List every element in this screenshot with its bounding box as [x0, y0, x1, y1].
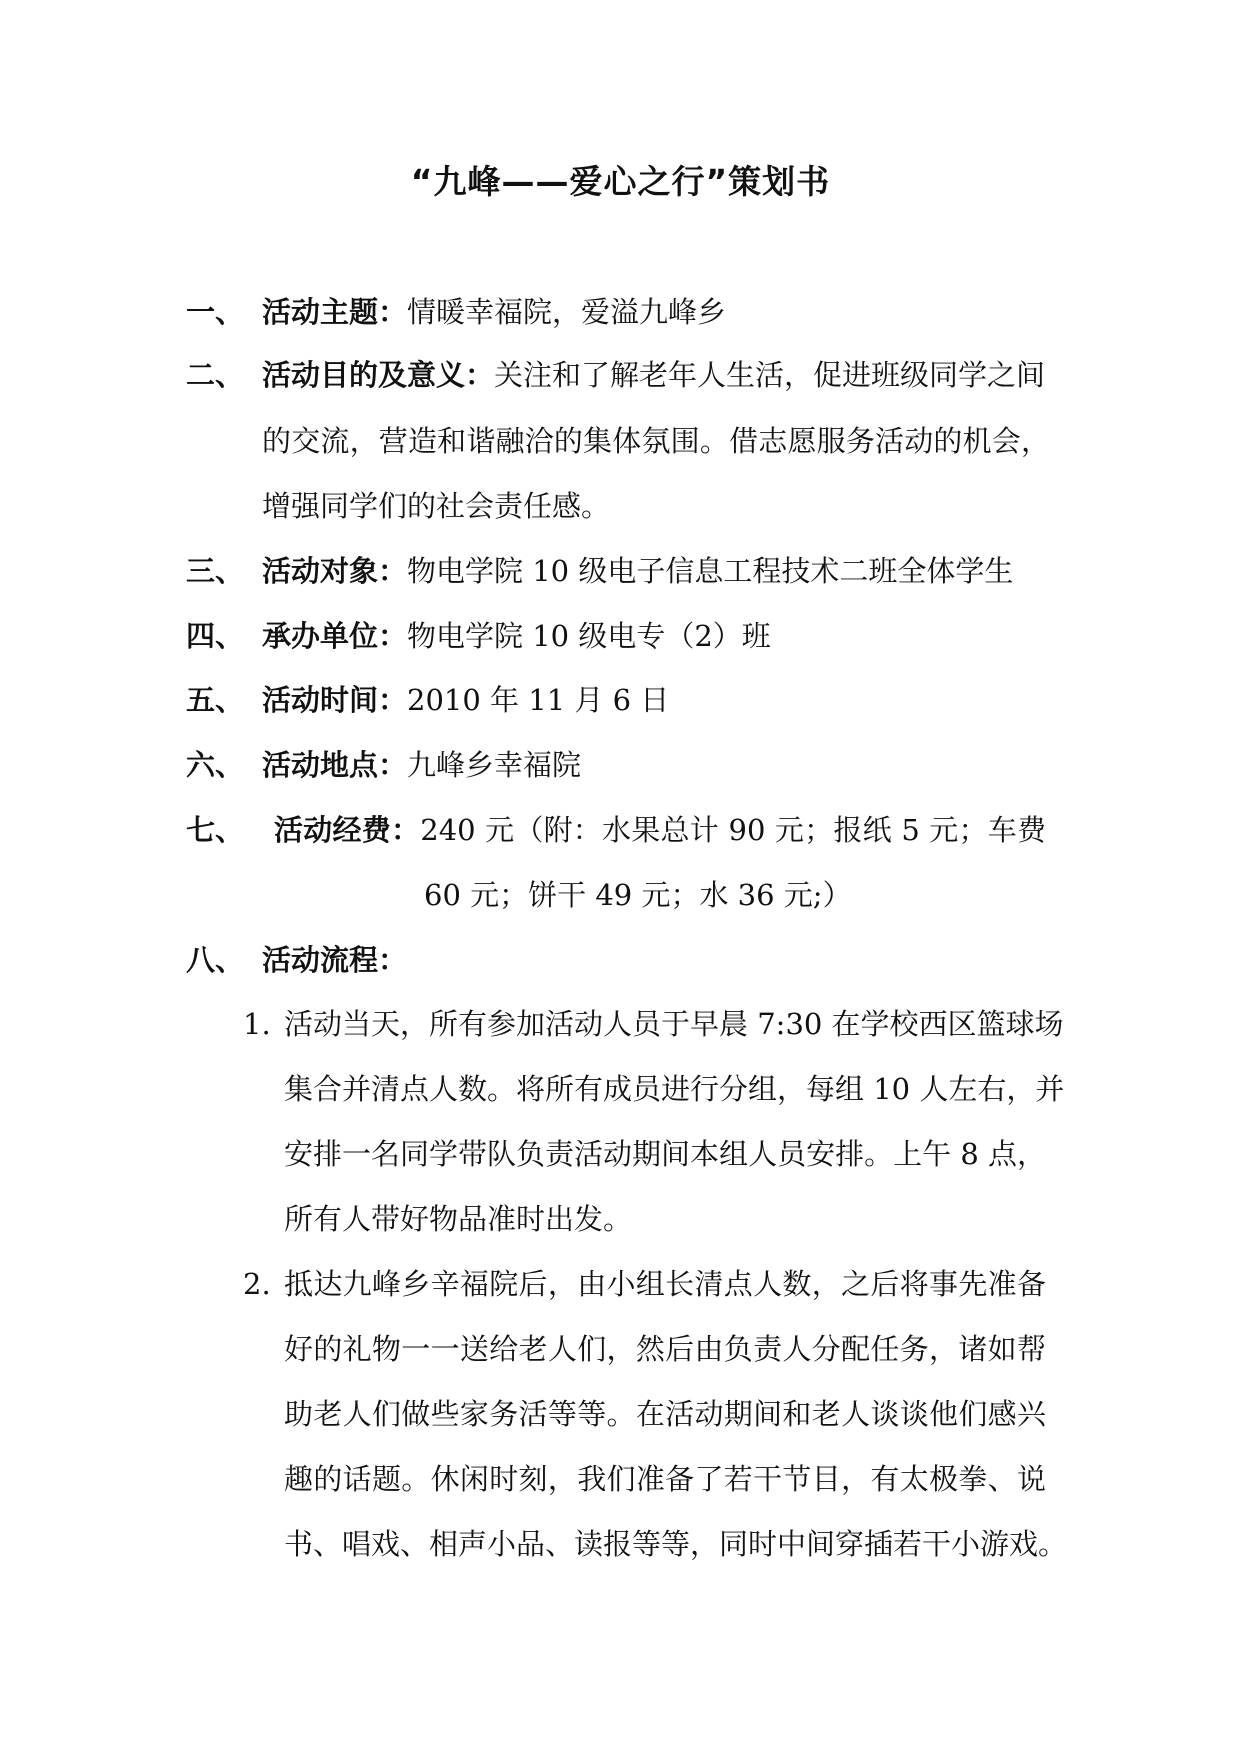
flow-item-2-line-4: 趣的话题。休闲时刻，我们准备了若干节目，有太极拳、说: [284, 1462, 1046, 1496]
document-title: “九峰——爱心之行”策划书: [410, 162, 831, 201]
section-5-line: [262, 678, 669, 722]
section-1-text: 情暖幸福院，爱溢九峰乡: [407, 295, 727, 329]
section-3-text: 物电学院 10 级电子信息工程技术二班全体学生: [407, 554, 1014, 588]
section-2-line-1: [262, 353, 1045, 397]
section-7-number: 七、: [186, 813, 245, 847]
section-1-number: 一、: [186, 295, 245, 329]
section-2-line-3: 增强同学们的社会责任感。: [262, 489, 611, 523]
section-5-label: 活动时间：: [262, 683, 408, 717]
section-3-line: [262, 549, 1013, 593]
section-3-label: 活动对象：: [262, 554, 408, 588]
flow-item-2-line-1: 抵达九峰乡辛福院后，由小组长清点人数，之后将事先准备: [284, 1267, 1046, 1301]
section-6-label: 活动地点：: [262, 748, 408, 782]
section-1-line: [262, 290, 726, 334]
section-7-label: 活动经费：: [274, 813, 421, 847]
section-7-line-1: [274, 808, 1046, 852]
flow-item-2-number: 2.: [243, 1267, 271, 1301]
section-7-line-2: 60 元；饼干 49 元；水 36 元;）: [424, 878, 852, 912]
flow-item-1-number: 1.: [243, 1007, 271, 1041]
flow-item-2-line-2: 好的礼物一一送给老人们，然后由负责人分配任务，诸如帮: [284, 1332, 1046, 1366]
flow-item-1-line-2: 集合并清点人数。将所有成员进行分组，每组 10 人左右，并: [284, 1072, 1065, 1106]
section-8-number: 八、: [186, 943, 245, 977]
section-2-label: 活动目的及意义：: [262, 358, 495, 392]
section-2-line-2: 的交流，营造和谐融洽的集体氛围。借志愿服务活动的机会，: [262, 424, 1050, 458]
section-7-text-1: 240 元（附：水果总计 90 元；报纸 5 元；车费: [420, 813, 1046, 847]
section-2-text-1: 关注和了解老年人生活，促进班级同学之间: [494, 358, 1046, 392]
section-4-number: 四、: [186, 619, 245, 653]
flow-item-2-line-5: 书、唱戏、相声小品、读报等等，同时中间穿插若干小游戏。: [284, 1527, 1068, 1561]
flow-item-2-line-3: 助老人们做些家务活等等。在活动期间和老人谈谈他们感兴: [284, 1397, 1046, 1431]
section-6-line: [262, 743, 581, 787]
section-3-number: 三、: [186, 554, 245, 588]
section-8-label: 活动流程：: [262, 943, 408, 977]
section-6-number: 六、: [186, 748, 245, 782]
flow-item-1-line-1: 活动当天，所有参加活动人员于早晨 7:30 在学校西区篮球场: [284, 1007, 1064, 1041]
section-4-line: [262, 614, 771, 658]
flow-item-1-line-3: 安排一名同学带队负责活动期间本组人员安排。上午 8 点，: [284, 1137, 1046, 1171]
section-4-text: 物电学院 10 级电专（2）班: [407, 619, 771, 653]
section-2-number: 二、: [186, 358, 245, 392]
section-8-line: [262, 938, 407, 982]
section-4-label: 承办单位：: [262, 619, 408, 653]
section-5-text: 2010 年 11 月 6 日: [407, 683, 670, 717]
section-1-label: 活动主题：: [262, 295, 408, 329]
section-6-text: 九峰乡幸福院: [407, 748, 582, 782]
section-5-number: 五、: [186, 683, 245, 717]
flow-item-1-line-4: 所有人带好物品准时出发。: [284, 1202, 633, 1236]
